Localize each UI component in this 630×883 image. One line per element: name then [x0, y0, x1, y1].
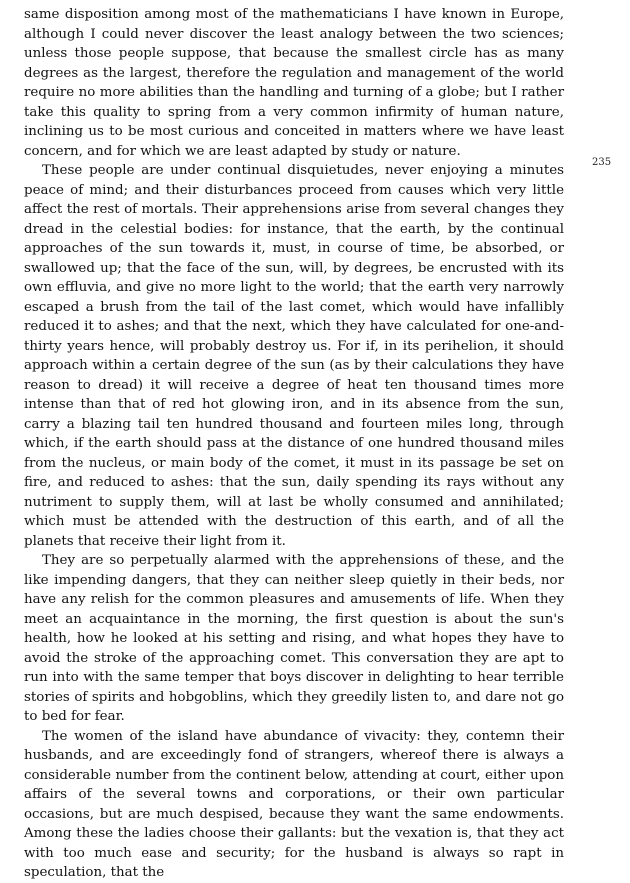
paragraph-continuation: same disposition among most of the mathematicians I have known in Europe, although I could never discover the least analogy between the two sciences; unless those people suppose, that because the smallest circle has as many degrees as the largest, therefore the regulation and management of the world require no more abilities than the handling and turning of a globe; but I rather take this quality to spring from a very common infirmity of human nature, inclining us to be most curious and conceited in matters where we have least concern, and for which we are least adapted by study or nature. — [24, 7, 564, 159]
paragraph-disquietudes: These people are under continual disquietudes, never enjoying a minutes peace of mind; and their disturbances proceed from causes which very little affect the rest of mortals. Their apprehensions arise from several changes they dread in the celestial bodies: for instance, that the earth, by the continual approaches of the sun towards it, must, in course of time, be absorbed, or swallowed up; that the face of the sun, will, by degrees, be encrusted with its own effluvia, and give no more light to the world; that the earth very narrowly escaped a brush from the tail of the last comet, which would have infallibly reduced it to ashes; and that the next, which they have calculated for one-and-thirty years hence, will probably destroy us. For if, in its perihelion, it should approach within a certain degree of the sun (as by their calculations they have reason to dread) it will receive a degree of heat ten thousand times more intense than that of red hot glowing iron, and in its absence from the sun, carry a blazing tail ten hundred thousand and fourteen miles long, through which, if the earth should pass at the distance of one hundred thousand miles from the nucleus, or main body of the comet, it must in its passage be set on fire, and reduced to ashes: that the sun, daily spending its rays without any nutriment to supply them, will at last be wholly consumed and annihilated; which must be attended with the destruction of this earth, and of all the planets that receive their light from it. — [24, 163, 564, 549]
paragraph-women: The women of the island have abundance of vivacity: they, contemn their husbands, and are exceedingly fond of strangers, whereof there is always a considerable number from the continent below, attending at court, either upon affairs of the several towns and corporations, or their own particular occasions, but are much despised, because they want the same endowments. Among these the ladies choose their gallants: but the vexation is, that they act with too much ease and security; for the husband is always so rapt in speculation, that the — [24, 728, 564, 880]
page-number: 235 — [592, 157, 612, 168]
body-text — [24, 5, 564, 883]
paragraph-alarmed: They are so perpetually alarmed with the apprehensions of these, and the like impending dangers, that they can neither sleep quietly in their beds, nor have any relish for the common pleasures and amusements of life. When they meet an acquaintance in the morning, the first question is about the sun's health, how he looked at his setting and rising, and what hopes they have to avoid the stroke of the approaching comet. This conversation they are apt to run into with the same temper that boys discover in delighting to hear terrible stories of spirits and hobgoblins, which they greedily listen to, and dare not go to bed for fear. — [24, 553, 564, 724]
